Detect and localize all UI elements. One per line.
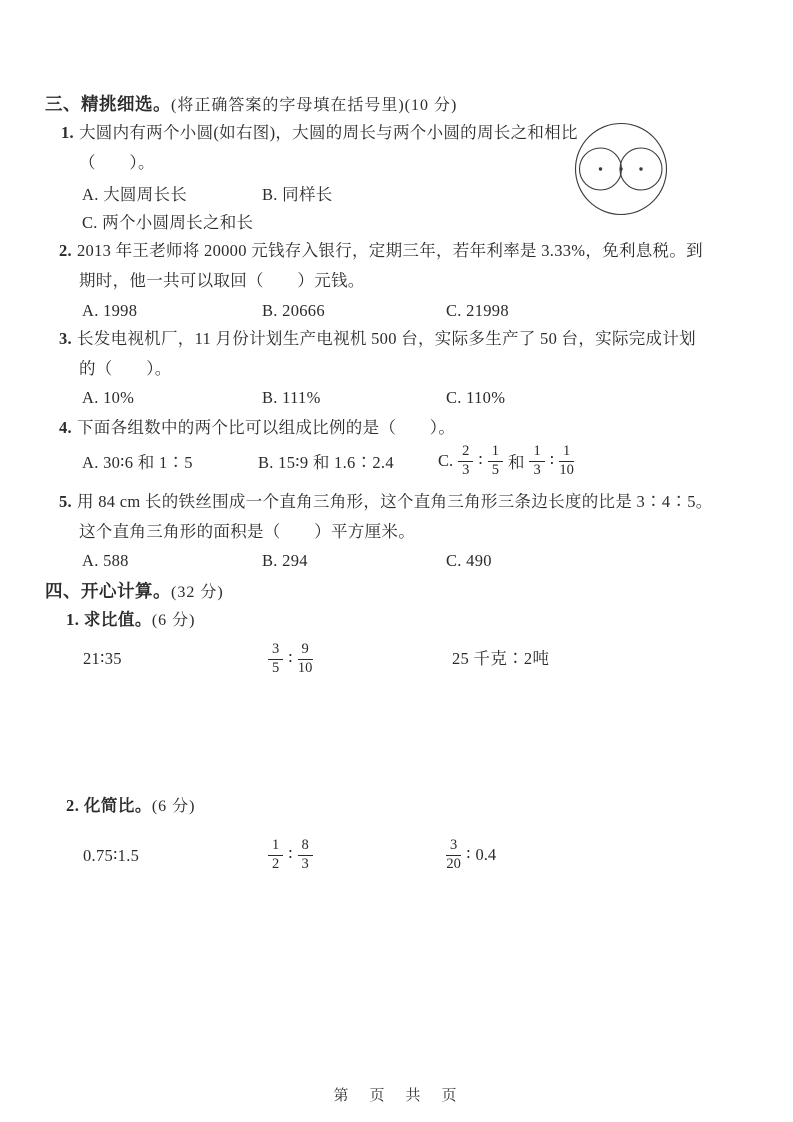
and-word: 和: [507, 453, 525, 472]
question-3-option-a: A. 10%: [82, 388, 135, 407]
ratio-colon: ∶: [549, 451, 554, 470]
calc-1-header: [66, 609, 195, 632]
question-5-line-1: [59, 491, 713, 513]
question-5-option-c: C. 490: [446, 551, 492, 570]
question-3-option-c: C. 110%: [446, 388, 506, 407]
question-2-line-1: [59, 240, 703, 262]
question-5-option-b: B. 294: [262, 551, 308, 570]
ratio-colon: ∶: [478, 451, 483, 470]
question-5-text: 用 84 cm 长的铁丝围成一个直角三角形，这个直角三角形三条边长度的比是 3∶4∶5。: [76, 492, 713, 511]
question-4-option-a: A. 30∶6 和 1∶5: [82, 453, 193, 472]
question-3-line-1: [59, 328, 696, 350]
calc-1-score: (6 分): [151, 612, 196, 629]
question-2-number: 2.: [59, 241, 72, 260]
option-c-prefix: C.: [438, 451, 454, 470]
calc-1-expression-1: 21∶35: [83, 649, 122, 668]
question-4-line-1: [59, 417, 455, 439]
question-2-option-b: B. 20666: [262, 301, 325, 320]
calc-2-label: 化简比。: [83, 796, 152, 815]
question-4-number: 4.: [59, 418, 72, 437]
section-4-header: [45, 580, 224, 604]
fraction-2-3: $\frac{2}{3}$: [458, 444, 473, 478]
fraction-8-3: $\frac{8}{3}$: [298, 838, 313, 872]
page-footer: 第 页 共 页: [333, 1088, 460, 1104]
calc-1-label: 求比值。: [83, 610, 152, 629]
fraction-1-3: $\frac{1}{3}$: [529, 444, 544, 478]
ratio-colon: ∶: [466, 845, 471, 864]
question-1-option-c: C. 两个小圆周长之和长: [82, 213, 254, 232]
question-4-text: 下面各组数中的两个比可以组成比例的是（ ）。: [76, 418, 456, 437]
calc-1-expression-3: 25 千克∶2吨: [452, 649, 550, 668]
question-1-line-2: （ ）。: [79, 153, 155, 172]
calc-2-number: 2.: [66, 796, 80, 815]
question-1-option-a: A. 大圆周长长: [82, 185, 188, 204]
section-3-title: 三、精挑细选。: [45, 94, 171, 114]
question-1-number: 1.: [61, 123, 74, 142]
calc-2-expression-2: [268, 833, 313, 877]
question-4-option-c: [438, 437, 574, 485]
section-4-score: (32 分): [171, 584, 224, 601]
decimal-value: 0.4: [475, 845, 497, 864]
question-2-text: 2013 年王老师将 20000 元钱存入银行，定期三年，若年利率是 3.33%，免利息税。到: [76, 241, 703, 260]
question-5-line-2: 这个直角三角形的面积是（ ）平方厘米。: [79, 522, 415, 541]
calc-2-expression-1: 0.75∶1.5: [83, 846, 140, 865]
calc-2-score: (6 分): [151, 798, 196, 815]
question-2-line-2: 期时，他一共可以取回（ ）元钱。: [79, 271, 365, 290]
question-1-text: 大圆内有两个小圆(如右图)，大圆的周长与两个小圆的周长之和相比: [78, 123, 578, 142]
question-5-option-a: A. 588: [82, 551, 129, 570]
question-3-option-b: B. 111%: [262, 388, 321, 407]
ratio-colon: ∶: [288, 845, 293, 864]
fraction-1-2: $\frac{1}{2}$: [268, 838, 283, 872]
question-3-text: 长发电视机厂，11 月份计划生产电视机 500 台，实际多生产了 50 台，实际完成计划: [76, 329, 696, 348]
fraction-3-5: $\frac{3}{5}$: [268, 642, 283, 676]
calc-2-header: [66, 795, 195, 818]
question-3-line-2: 的（ ）。: [79, 359, 172, 378]
calc-2-expression-3: [446, 833, 496, 877]
question-2-option-a: A. 1998: [82, 301, 138, 320]
question-1-line-1: [61, 122, 578, 144]
question-2-option-c: C. 21998: [446, 301, 509, 320]
calc-1-expression-2: [268, 637, 313, 681]
fraction-9-10: $\frac{9}{10}$: [297, 641, 313, 676]
fraction-1-5: $\frac{1}{5}$: [488, 444, 503, 478]
calc-1-number: 1.: [66, 610, 80, 629]
fraction-1-10: $\frac{1}{10}$: [559, 443, 574, 478]
section-3-subtitle: (将正确答案的字母填在括号里)(10 分): [171, 97, 458, 114]
two-small-circles-in-big-circle-diagram: [571, 120, 671, 218]
question-3-number: 3.: [59, 329, 72, 348]
question-4-option-b: B. 15∶9 和 1.6∶2.4: [258, 453, 394, 472]
fraction-3-20: $\frac{3}{20}$: [446, 837, 461, 872]
question-5-number: 5.: [59, 492, 72, 511]
section-3-header: [45, 93, 457, 117]
question-1-option-b: B. 同样长: [262, 185, 333, 204]
section-4-title: 四、开心计算。: [45, 581, 171, 601]
ratio-colon: ∶: [288, 649, 293, 668]
